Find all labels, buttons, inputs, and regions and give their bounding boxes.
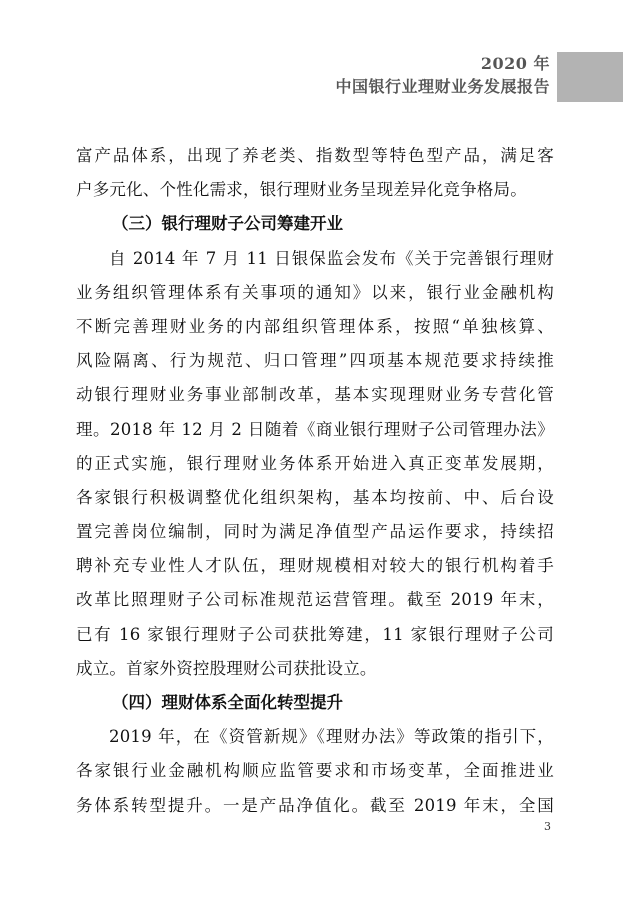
paragraph-line: 的正式实施，银行理财业务体系开始进入真正变革发展期， xyxy=(76,453,554,473)
paragraph-line: 自 2014 年 7 月 11 日银保监会发布《关于完善银行理财 xyxy=(109,248,554,268)
header-text xyxy=(335,52,550,98)
paragraph-line: 风险隔离、行为规范、归口管理”四项基本规范要求持续推 xyxy=(76,351,554,371)
paragraph-line: 富产品体系，出现了养老类、指数型等特色型产品，满足客 xyxy=(76,146,554,165)
running-header xyxy=(0,52,623,104)
paragraph-line: 各家银行业金融机构顺应监管要求和市场变革，全面推进业 xyxy=(76,761,554,781)
page-number: 3 xyxy=(544,820,551,833)
header-year: 2020 年 xyxy=(480,54,550,73)
paragraph-line: 理。2018 年 12 月 2 日随着《商业银行理财子公司管理办法》 xyxy=(76,419,554,439)
paragraph-line: 各家银行积极调整优化组织架构，基本均按前、中、后台设 xyxy=(76,487,554,507)
page-body xyxy=(76,139,554,823)
paragraph-line: 不断完善理财业务的内部组织管理体系，按照“单独核算、 xyxy=(76,316,554,336)
header-title: 中国银行业理财业务发展报告 xyxy=(335,77,550,96)
paragraph-line: 动银行理财业务事业部制改革，基本实现理财业务专营化管 xyxy=(76,385,554,405)
paragraph-line: 已有 16 家银行理财子公司获批筹建，11 家银行理财子公司 xyxy=(76,624,554,644)
paragraph-line: 改革比照理财子公司标准规范运营管理。截至 2019 年末， xyxy=(76,590,554,610)
paragraph-line: 聘补充专业性人才队伍，理财规模相对较大的银行机构着手 xyxy=(76,556,554,576)
paragraph-line: 成立。首家外资控股理财公司获批设立。 xyxy=(76,658,377,678)
paragraph-line: 2019 年，在《资管新规》《理财办法》等政策的指引下， xyxy=(109,727,554,747)
paragraph-line: 业务组织管理体系有关事项的通知》以来，银行业金融机构 xyxy=(76,282,554,302)
header-gray-block xyxy=(557,52,623,102)
section-heading-3: （三）银行理财子公司筹建开业 xyxy=(112,214,343,234)
paragraph-line: 户多元化、个性化需求，银行理财业务呈现差异化竞争格局。 xyxy=(76,180,527,200)
paragraph-line: 置完善岗位编制，同时为满足净值型产品运作要求，持续招 xyxy=(76,522,554,542)
section-heading-4: （四）理财体系全面化转型提升 xyxy=(112,693,343,712)
paragraph-line: 务体系转型提升。一是产品净值化。截至 2019 年末，全国 xyxy=(76,795,554,815)
